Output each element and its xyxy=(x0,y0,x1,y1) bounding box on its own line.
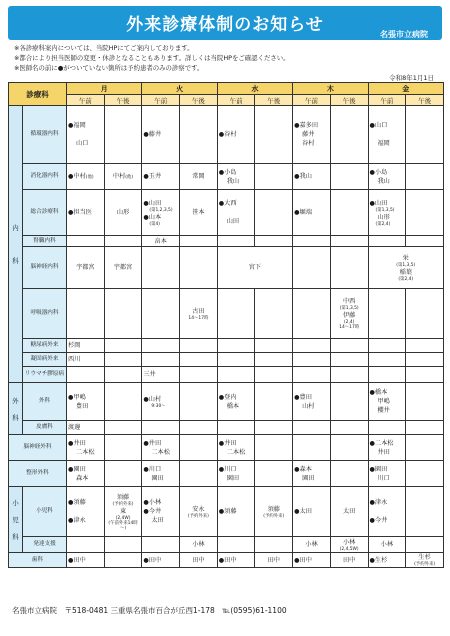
table-row xyxy=(9,553,444,568)
group-shonika: 小 児 科 xyxy=(9,487,23,553)
dept-junkanki: 循環器内科 xyxy=(23,106,67,164)
day-mon: 月 xyxy=(67,83,142,95)
cell: ●須藤 xyxy=(217,487,255,537)
hospital-name: 名張市立病院 xyxy=(380,30,428,39)
note-3: ※医師名の前に●がついていない箇所は予約患者のみの診察です。 xyxy=(14,64,204,72)
cell: 安永 (予約外来) xyxy=(180,487,218,537)
cell: ●玉井 xyxy=(142,164,180,190)
cell: ●二本松 井田 xyxy=(368,435,406,461)
cell: 小林 xyxy=(368,537,406,553)
cell: ●大西 山田 xyxy=(217,190,255,236)
dept-sogo: 総合診療科 xyxy=(23,190,67,236)
table-row xyxy=(9,487,444,537)
cell: ●小島 我山 xyxy=(368,164,406,190)
day-fri: 金 xyxy=(368,83,444,95)
cell: 畠本 xyxy=(142,236,180,247)
cell: ●太田 xyxy=(293,487,331,537)
pm-header: 午後 xyxy=(330,95,368,106)
am-header: 午前 xyxy=(217,95,255,106)
dept-shitsu: 凝固病外来 xyxy=(23,353,67,367)
dept-noshinkeigeka: 脳神経外科 xyxy=(9,435,67,461)
pm-header: 午後 xyxy=(104,95,142,106)
ampm-header-row xyxy=(9,95,444,106)
cell: ●我山 xyxy=(293,164,331,190)
cell: 中村(他) xyxy=(104,164,142,190)
cell: ●井田 二本松 xyxy=(217,435,255,461)
dept-noshinkei: 脳神経内科 xyxy=(23,247,67,289)
page-title: 外来診療体制のお知らせ xyxy=(126,15,324,35)
cell: ●山口 福岡 xyxy=(368,106,406,164)
cell: 中西 (第1,3,5) 伊藤 (2,4) 14～17時 xyxy=(330,289,368,339)
cell: ●小島 我山 xyxy=(217,164,255,190)
cell: 三井 xyxy=(142,367,180,383)
table-row xyxy=(9,190,444,236)
pm-header: 午後 xyxy=(255,95,293,106)
cell: 田中 xyxy=(330,553,368,568)
cell: 宇都宮 xyxy=(104,247,142,289)
group-naika: 内 科 xyxy=(9,106,23,383)
table-row xyxy=(9,106,444,164)
table-row xyxy=(9,435,444,461)
cell: ●川口 園田 xyxy=(142,461,180,487)
title-bar xyxy=(8,6,442,40)
cell: ●森本 園田 xyxy=(293,461,331,487)
cell: 栄 (第1,3,5) 稲葉 (第2,4) xyxy=(368,247,444,289)
cell: 古田 14～17時 xyxy=(180,289,218,339)
footer-address: 名張市立病院 〒518-0481 三重県名張市百合が丘西1-178 ℡(0595)61-1100 xyxy=(12,606,287,615)
cell: ●藤井 xyxy=(142,106,180,164)
table-row xyxy=(9,164,444,190)
cell: 小林 xyxy=(180,537,218,553)
notes xyxy=(14,43,434,73)
am-header: 午前 xyxy=(368,95,406,106)
cell: ●田中 xyxy=(217,553,255,568)
cell: 小林 (2,4,5W) xyxy=(330,537,368,553)
day-tue: 火 xyxy=(142,83,217,95)
cell: 山形 xyxy=(104,190,142,236)
cell: ●田中 xyxy=(142,553,180,568)
cell: ●須藤 ●津永 xyxy=(67,487,105,537)
cell: ●堀端 xyxy=(293,190,331,236)
cell: 太田 xyxy=(330,487,368,537)
cell: 杉岡 xyxy=(67,339,105,353)
dept-shoni: 小児科 xyxy=(23,487,67,537)
dept-tonyo: 糖尿病外来 xyxy=(23,339,67,353)
table-row xyxy=(9,289,444,339)
cell: ●豊田 山村 xyxy=(293,383,331,421)
table-row xyxy=(9,247,444,289)
cell: ●甲嶋 豊田 xyxy=(67,383,105,421)
dept-hattatsu: 発達支援 xyxy=(23,537,67,553)
table-row xyxy=(9,537,444,553)
cell: 須藤 (予約外来) xyxy=(255,487,293,537)
cell: ●生杉 xyxy=(368,553,406,568)
table-row xyxy=(9,383,444,421)
issue-date: 令和8年1月1日 xyxy=(389,74,434,82)
table-row xyxy=(9,339,444,353)
cell: 渡邊 xyxy=(67,421,105,435)
cell: ●福岡 山口 xyxy=(67,106,105,164)
note-1: ※各診療科案内については、当院HPにてご案内しております。 xyxy=(14,44,194,52)
table-row xyxy=(9,421,444,435)
dept-jinzo: 腎臓内科 xyxy=(23,236,67,247)
note-2: ※都合により担当医師の変更・休診となることもあります。詳しくは当院HPをご確認ください。 xyxy=(14,54,290,62)
group-geka: 外 科 xyxy=(9,383,23,435)
schedule-table xyxy=(8,82,444,568)
cell: ●川口 園田 xyxy=(217,461,255,487)
cell: 小林 xyxy=(293,537,331,553)
cell: ●橋本 甲嶋 櫻井 xyxy=(368,383,406,421)
table-row xyxy=(9,461,444,487)
cell: ●中村(他) xyxy=(67,164,105,190)
cell: ●担当医 xyxy=(67,190,105,236)
cell: 生杉 (予約外来) xyxy=(406,553,444,568)
cell: 宮下 xyxy=(217,247,292,289)
cell: ●山村 9:30～ xyxy=(142,383,180,421)
dept-header: 診療科 xyxy=(9,83,67,106)
cell: ●津永 ●今井 xyxy=(368,487,406,537)
dept-hifu: 皮膚科 xyxy=(23,421,67,435)
dept-kokyuki: 呼吸器内科 xyxy=(23,289,67,339)
pm-header: 午後 xyxy=(180,95,218,106)
am-header: 午前 xyxy=(67,95,105,106)
cell: ●田中 xyxy=(293,553,331,568)
cell: ●山田 (第1,2,3,5) ●山本 (第4) xyxy=(142,190,180,236)
dept-gekaka: 外科 xyxy=(23,383,67,421)
dept-shika: 歯科 xyxy=(9,553,67,568)
cell: ●田中 xyxy=(67,553,105,568)
day-wed: 水 xyxy=(217,83,292,95)
am-header: 午前 xyxy=(293,95,331,106)
cell: ●井田 二本松 xyxy=(67,435,105,461)
cell: 宇都宮 xyxy=(67,247,105,289)
cell: ●登内 橋本 xyxy=(217,383,255,421)
dept-seikei: 整形外科 xyxy=(9,461,67,487)
cell: 常岡 xyxy=(180,164,218,190)
dept-riuma: リウマチ膠原病 xyxy=(23,367,67,383)
cell: 田中 xyxy=(255,553,293,568)
cell: 須藤 (予約外来) 東 (2,4W) (午前外来14時～) xyxy=(104,487,142,537)
day-header-row xyxy=(9,83,444,95)
day-thu: 木 xyxy=(293,83,368,95)
cell: ●嘉多田 藤井 谷村 xyxy=(293,106,331,164)
cell: ●園田 川口 xyxy=(368,461,406,487)
cell: 田中 xyxy=(180,553,218,568)
table-row xyxy=(9,367,444,383)
cell: ●井田 二本松 xyxy=(142,435,180,461)
cell: ●小林 ●今井 太田 xyxy=(142,487,180,537)
cell: ●山田 (第1,3,5) 山形 (第2,4) xyxy=(368,190,406,236)
pm-header: 午後 xyxy=(406,95,444,106)
cell: ●園田 森本 xyxy=(67,461,105,487)
cell: 西川 xyxy=(67,353,105,367)
am-header: 午前 xyxy=(142,95,180,106)
dept-shokaki: 消化器内科 xyxy=(23,164,67,190)
cell: 笹本 xyxy=(180,190,218,236)
table-row xyxy=(9,353,444,367)
cell: ●谷村 xyxy=(217,106,255,164)
table-row xyxy=(9,236,444,247)
